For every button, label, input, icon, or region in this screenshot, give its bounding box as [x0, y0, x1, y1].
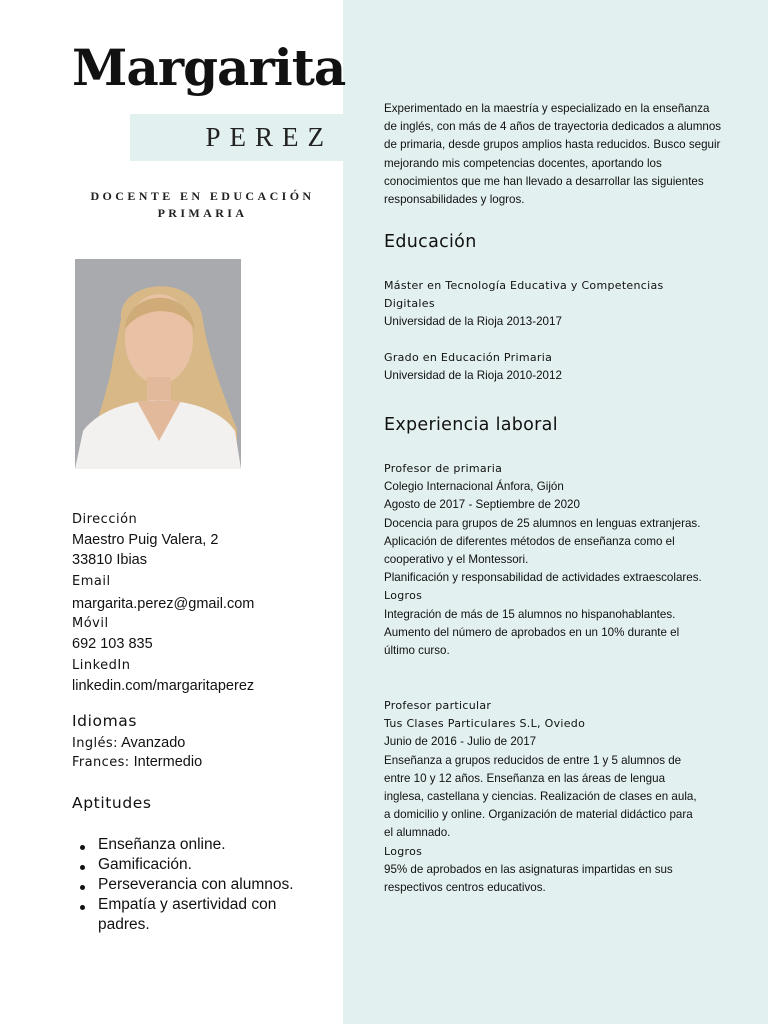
email-label: Email [72, 574, 111, 589]
experience-title: Experiencia laboral [384, 415, 558, 435]
job-dates: Junio de 2016 - Julio de 2017 [384, 735, 537, 749]
linkedin-label: LinkedIn [72, 658, 131, 673]
achievements-label: Logros [384, 589, 423, 603]
job-duty: Aplicación de diferentes métodos de enseñanza como el cooperativo y el Montessori. [384, 534, 675, 567]
job-role: Profesor de primaria [384, 462, 503, 475]
phone-value[interactable]: 692 103 835 [72, 636, 153, 652]
language-name: Inglés: [72, 736, 118, 751]
language-level: Avanzado [121, 735, 186, 751]
address-label: Dirección [72, 512, 138, 527]
education-place: Universidad de la Rioja 2013-2017 [384, 315, 562, 329]
education-degree: Máster en Tecnología Educativa y Competencias Digitales [384, 279, 664, 311]
linkedin-value[interactable]: linkedin.com/margaritaperez [72, 678, 255, 694]
job-achievements: 95% de aprobados en las asignaturas impartidas en sus respectivos centros educativos. [384, 862, 673, 895]
job-title: DOCENTE EN EDUCACIÓN PRIMARIA [90, 189, 315, 220]
skill-item: Perseverancia con alumnos. [80, 875, 300, 895]
last-name-band [130, 114, 343, 161]
skills-list [80, 835, 300, 935]
skill-item: Empatía y asertividad con padres. [80, 895, 300, 935]
skill-item: Gamificación. [80, 855, 300, 875]
languages-section [72, 712, 337, 772]
job-entry [384, 697, 704, 897]
language-name: Frances: [72, 755, 130, 770]
language-item [72, 734, 337, 753]
job-dates: Agosto de 2017 - Septiembre de 2020 [384, 498, 580, 512]
education-degree: Grado en Educación Primaria [384, 351, 553, 364]
job-role: Profesor particular [384, 699, 492, 712]
address-line2: 33810 Ibias [72, 552, 147, 568]
job-duty: Planificación y responsabilidad de actividades extraescolares. [384, 571, 702, 585]
portrait-photo-icon [75, 259, 241, 469]
skills-title: Aptitudes [72, 794, 152, 812]
profile-summary: Experimentado en la maestría y especializado en la enseñanza de inglés, con más de 4 años de trayectoria dedicados a alumnos de primaria, desde grupos amplios hasta reducidos. Busco seguir mejorando mis competencias docentes, aportando los conocimientos que me han llevado a desarrollar las siguientes responsabilidades y logros. [384, 102, 722, 207]
education-item [384, 277, 714, 332]
last-name: PEREZ [205, 122, 333, 152]
job-company: Colegio Internacional Ánfora, Gijón [384, 480, 564, 494]
language-item [72, 753, 337, 772]
job-duty: Docencia para grupos de 25 alumnos en lenguas extranjeras. [384, 516, 701, 530]
language-level: Intermedio [133, 754, 203, 770]
job-company: Tus Clases Particulares S.L, Oviedo [384, 717, 586, 731]
job-entry [384, 460, 704, 660]
profile-photo [75, 259, 241, 469]
languages-title: Idiomas [72, 712, 138, 730]
job-achievements: Integración de más de 15 alumnos no hispanohablantes. Aumento del número de aprobados en un 10% durante el último curso. [384, 607, 680, 658]
achievements-label: Logros [384, 844, 423, 858]
contact-section [72, 510, 337, 696]
address-line1: Maestro Puig Valera, 2 [72, 532, 219, 548]
education-title: Educación [384, 232, 477, 252]
skill-item: Enseñanza online. [80, 835, 300, 855]
education-place: Universidad de la Rioja 2010-2012 [384, 369, 562, 383]
phone-label: Móvil [72, 616, 109, 631]
first-name: Margarita [72, 38, 346, 97]
email-value[interactable]: margarita.perez@gmail.com [72, 596, 255, 612]
job-duty: Enseñanza a grupos reducidos de entre 1 y 5 alumnos de entre 10 y 12 años. Enseñanza en las áreas de lengua inglesa, castellana y ciencias. Realización de clases en aula, a domicilio y online. Organización de material didáctico para el alumnado. [384, 753, 697, 840]
education-item [384, 349, 714, 385]
